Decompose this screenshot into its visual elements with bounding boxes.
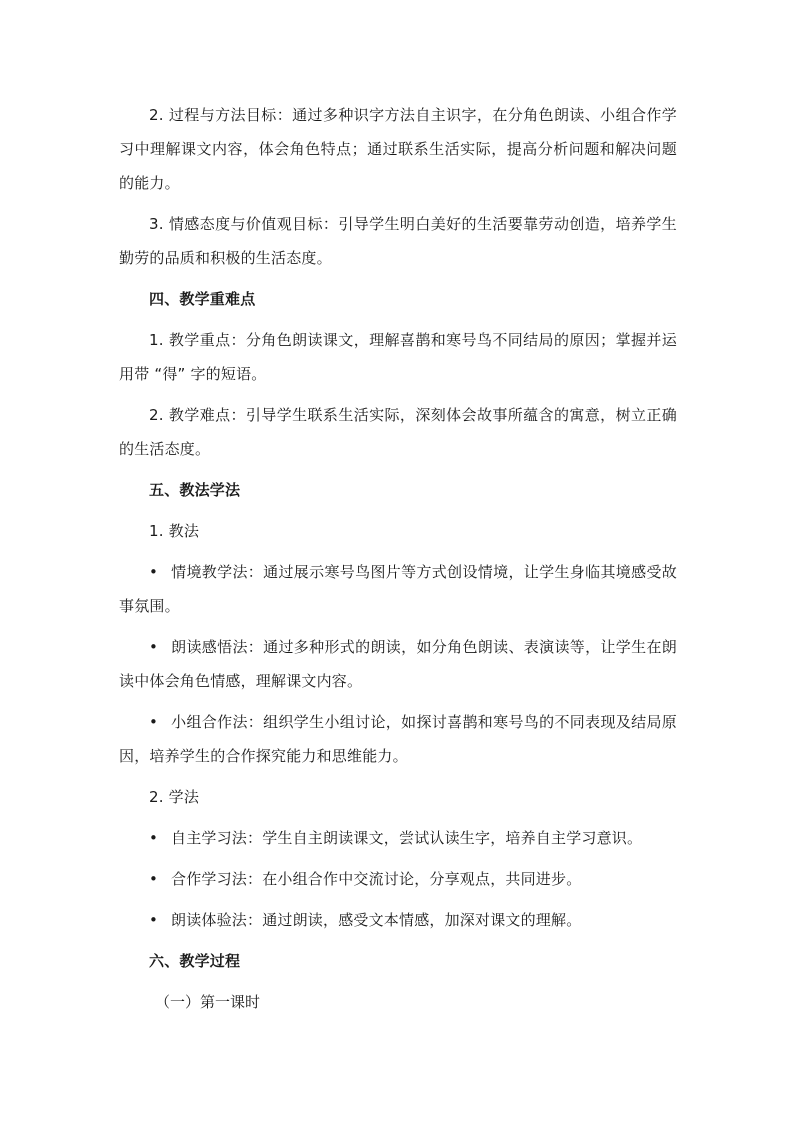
list-item-text: 情境教学法：通过展示寒号鸟图片等方式创设情境，让学生身临其境感受故事氛围。: [119, 563, 677, 615]
list-item-text: 自主学习法：学生自主朗读课文，尝试认读生字，培养自主学习意识。: [171, 829, 643, 847]
paragraph-teaching-focus: 1. 教学重点：分角色朗读课文，理解喜鹊和寒号鸟不同结局的原因；掌握并运用带 “得” 字的短语。: [119, 331, 677, 383]
list-item: [119, 903, 677, 937]
subsection-first-lesson: （一）第一课时: [155, 993, 261, 1011]
list-item-text: 朗读体验法：通过朗读，感受文本情感，加深对课文的理解。: [171, 911, 582, 929]
section-heading-teaching-process: 六、教学过程: [149, 952, 241, 970]
list-item: [119, 862, 677, 896]
list-item: [119, 555, 677, 623]
bullet-icon: •: [149, 563, 159, 581]
paragraph-teaching-difficulty: 2. 教学难点：引导学生联系生活实际，深刻体会故事所蕴含的寓意，树立正确的生活态度。: [119, 406, 677, 458]
bullet-icon: •: [149, 713, 159, 731]
paragraph-process-method-goal: 2. 过程与方法目标：通过多种识字方法自主识字，在分角色朗读、小组合作学习中理解课文内容，体会角色特点；通过联系生活实际，提高分析问题和解决问题的能力。: [119, 106, 677, 192]
paragraph-emotion-value-goal: 3. 情感态度与价值观目标：引导学生明白美好的生活要靠劳动创造，培养学生勤劳的品质和积极的生活态度。: [119, 215, 677, 267]
section-heading-key-difficult-points: 四、教学重难点: [149, 290, 256, 308]
list-item-text: 朗读感悟法：通过多种形式的朗读，如分角色朗读、表演读等，让学生在朗读中体会角色情感，理解课文内容。: [119, 638, 677, 690]
list-item-text: 小组合作法：组织学生小组讨论，如探讨喜鹊和寒号鸟的不同表现及结局原因，培养学生的合作探究能力和思维能力。: [119, 713, 677, 765]
document-body: [119, 98, 677, 1019]
bullet-icon: •: [149, 911, 159, 929]
bullet-icon: •: [149, 638, 159, 656]
list-item: [119, 705, 677, 773]
subheading-learning-method: 2. 学法: [149, 788, 200, 806]
list-item: [119, 821, 677, 855]
list-item: [119, 630, 677, 698]
section-heading-teaching-methods: 五、教法学法: [149, 481, 241, 499]
list-item-text: 合作学习法：在小组合作中交流讨论，分享观点，共同进步。: [171, 870, 582, 888]
subheading-teaching-method: 1. 教法: [149, 522, 200, 540]
bullet-icon: •: [149, 870, 159, 888]
bullet-icon: •: [149, 829, 159, 847]
